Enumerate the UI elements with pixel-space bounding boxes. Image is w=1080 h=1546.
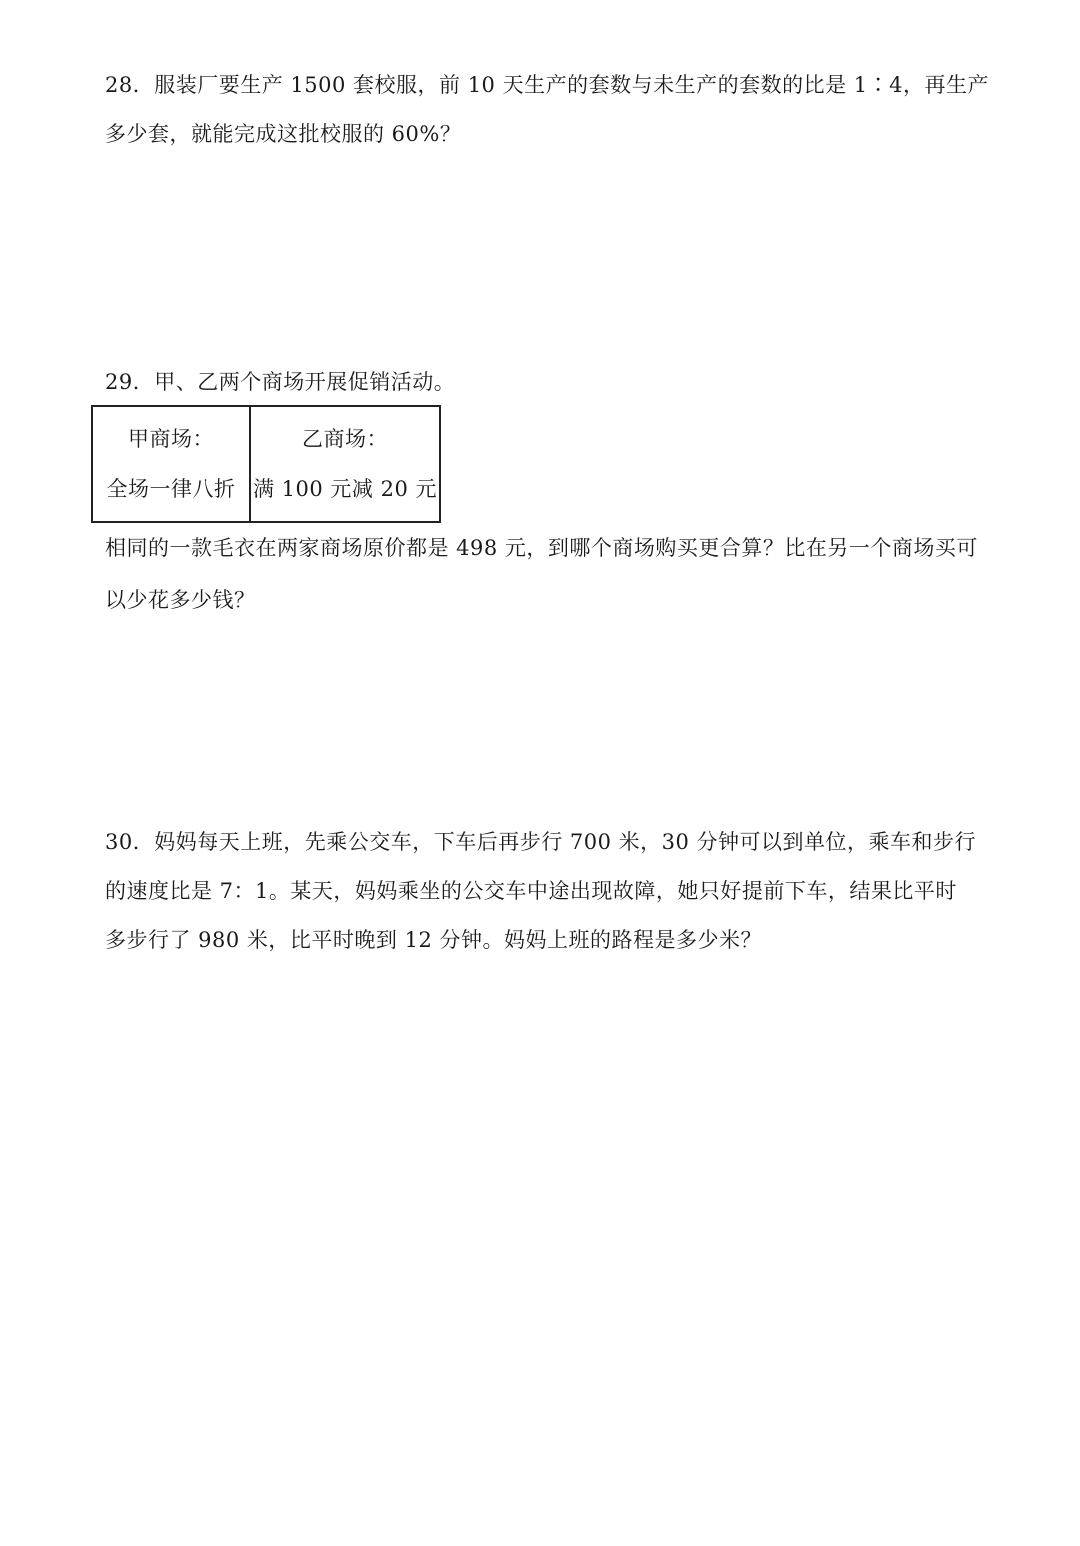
question-29-body (105, 522, 985, 626)
promotion-cell-jia (92, 406, 250, 522)
question-28 (105, 61, 989, 159)
question-29-intro-text: 29．甲、乙两个商场开展促销活动。 (105, 370, 456, 394)
question-28-line-1: 28．服装厂要生产 1500 套校服，前 10 天生产的套数与未生产的套数的比是 1∶4，再生产 (105, 73, 989, 97)
question-29-intro (105, 358, 985, 407)
mall-jia-offer: 全场一律八折 (106, 477, 236, 501)
question-30 (105, 818, 985, 965)
mall-jia-name: 甲商场： (128, 427, 214, 451)
question-29-line-1: 相同的一款毛衣在两家商场原价都是 498 元，到哪个商场购买更合算？比在另一个商场买可 (105, 536, 978, 560)
question-30-line-1: 30．妈妈每天上班，先乘公交车，下车后再步行 700 米，30 分钟可以到单位，乘车和步行 (105, 830, 977, 854)
mall-yi-name: 乙商场： (302, 427, 388, 451)
promotion-cell-yi (250, 406, 440, 522)
question-30-line-2: 的速度比是 7：1。某天，妈妈乘坐的公交车中途出现故障，她只好提前下车，结果比平时 (105, 879, 957, 903)
mall-yi-offer: 满 100 元减 20 元 (252, 477, 437, 501)
promotion-table (91, 405, 441, 523)
question-28-line-2: 多少套，就能完成这批校服的 60%？ (105, 122, 462, 146)
question-30-line-3: 多步行了 980 米，比平时晚到 12 分钟。妈妈上班的路程是多少米？ (105, 928, 763, 952)
question-29-line-2: 以少花多少钱？ (105, 588, 256, 612)
